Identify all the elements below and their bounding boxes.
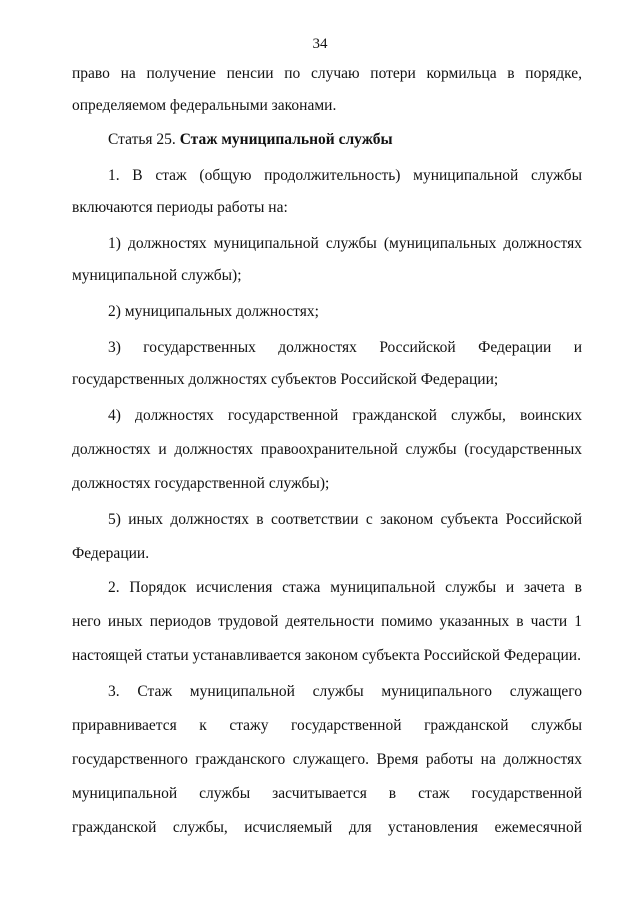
text-line: 4) должностях государственной гражданской службы, воинских <box>108 407 582 424</box>
text-line: гражданской службы, исчисляемый для установления ежемесячной <box>72 819 582 836</box>
text-line: государственных должностях субъектов Российской Федерации; <box>72 371 499 388</box>
text-line: настоящей статьи устанавливается законом субъекта Российской Федерации. <box>72 647 581 664</box>
text-line: определяемом федеральными законами. <box>72 97 337 114</box>
text-line: 5) иных должностях в соответствии с законом субъекта Российской <box>108 511 582 528</box>
text-line: 1) должностях муниципальной службы (муниципальных должностях <box>108 235 582 252</box>
text-line: должностях государственной службы); <box>72 475 330 492</box>
text-line: 2) муниципальных должностях; <box>108 303 319 320</box>
article-number: Статья 25. <box>108 131 176 148</box>
text-line: 3) государственных должностях Российской Федерации и <box>108 339 582 356</box>
text-line: включаются периоды работы на: <box>72 199 288 216</box>
text-line: 2. Порядок исчисления стажа муниципальной службы и зачета в <box>108 579 582 596</box>
text-line: муниципальной службы); <box>72 267 242 284</box>
text-line: Федерации. <box>72 545 150 562</box>
text-line: 1. В стаж (общую продолжительность) муниципальной службы <box>108 167 582 184</box>
text-line: приравнивается к стажу государственной гражданской службы <box>72 717 582 734</box>
text-line: право на получение пенсии по случаю потери кормильца в порядке, <box>72 65 582 82</box>
text-line: 3. Стаж муниципальной службы муниципального служащего <box>108 683 582 700</box>
article-heading <box>108 130 582 150</box>
text-line: него иных периодов трудовой деятельности помимо указанных в части 1 <box>72 613 582 630</box>
text-line: муниципальной службы засчитывается в стаж государственной <box>72 785 582 802</box>
text-line: должностях и должностях правоохранительной службы (государственных <box>72 441 582 458</box>
text-line: государственного гражданского служащего. Время работы на должностях <box>72 751 582 768</box>
article-title: Стаж муниципальной службы <box>179 131 393 148</box>
page-number: 34 <box>312 36 328 52</box>
